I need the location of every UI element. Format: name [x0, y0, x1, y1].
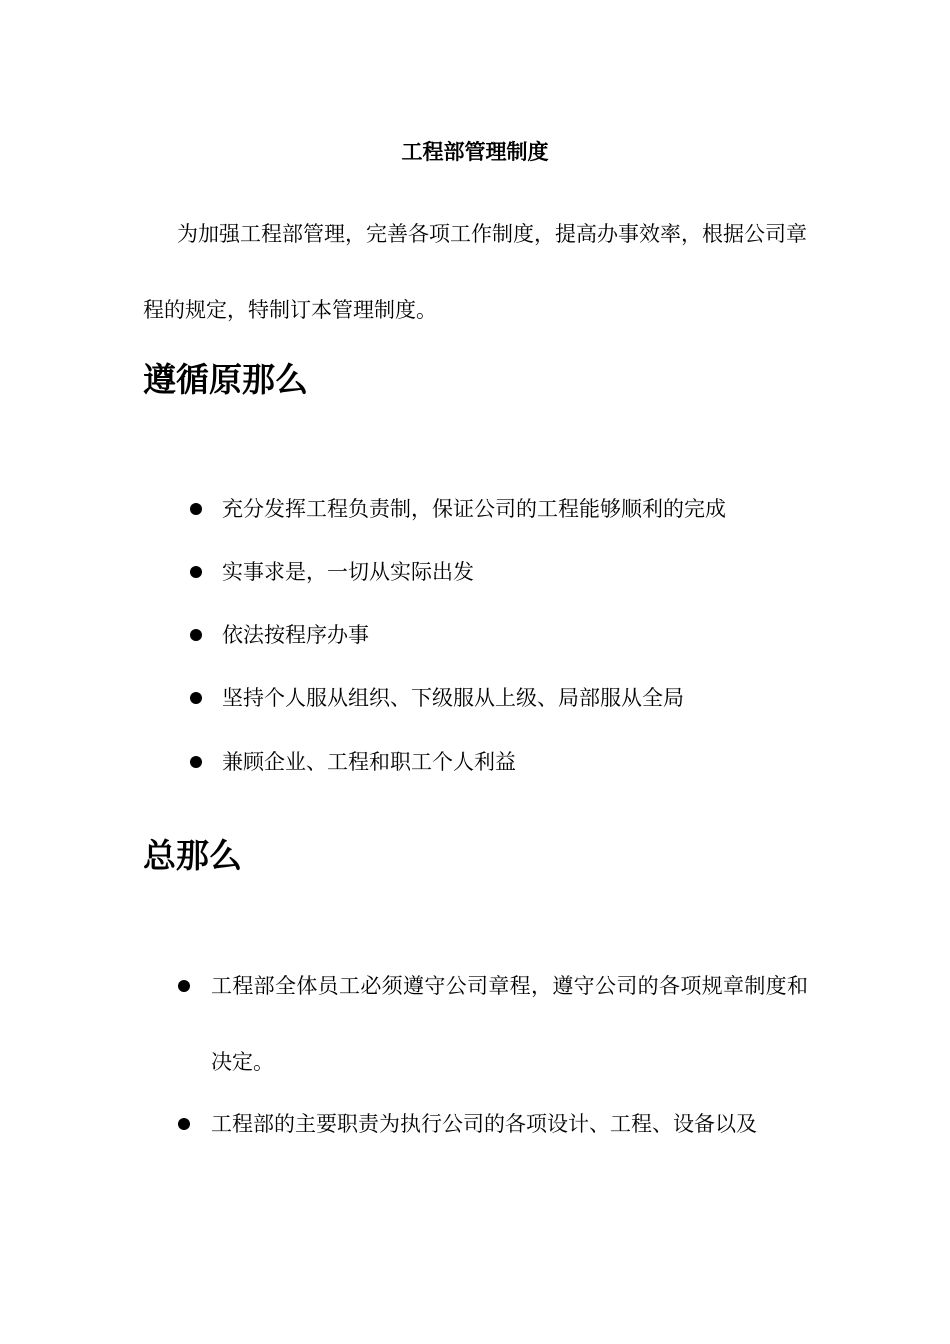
document-title: 工程部管理制度 — [401, 139, 549, 164]
list-item-text: 工程部全体员工必须遵守公司章程，遵守公司的各项规章制度和决定。 — [211, 974, 808, 1074]
section-heading-general: 总那么 — [143, 836, 242, 875]
list-item-text: 实事求是，一切从实际出发 — [222, 560, 474, 584]
list-item — [190, 493, 726, 525]
bullet-icon — [190, 566, 202, 578]
list-item-text: 兼顾企业、工程和职工个人利益 — [222, 750, 516, 774]
bullet-icon — [178, 1118, 190, 1130]
list-item — [190, 619, 369, 651]
list-item — [190, 556, 474, 588]
list-item-text: 依法按程序办事 — [222, 623, 369, 647]
bullet-icon — [190, 692, 202, 704]
list-item — [190, 682, 684, 714]
bullet-icon — [190, 503, 202, 515]
bullet-icon — [190, 756, 202, 768]
list-item-text: 充分发挥工程负责制，保证公司的工程能够顺利的完成 — [222, 497, 726, 521]
bullet-icon — [178, 980, 190, 992]
list-item-text: 坚持个人服从组织、下级服从上级、局部服从全局 — [222, 686, 684, 710]
list-item — [178, 1086, 808, 1162]
intro-paragraph: 为加强工程部管理，完善各项工作制度，提高办事效率，根据公司章程的规定，特制订本管理制度。 — [143, 222, 807, 322]
list-item — [190, 746, 516, 778]
list-item-text: 工程部的主要职责为执行公司的各项设计、工程、设备以及 — [211, 1112, 757, 1136]
section-heading-principles: 遵循原那么 — [143, 360, 308, 399]
list-item — [178, 948, 808, 1100]
bullet-icon — [190, 629, 202, 641]
